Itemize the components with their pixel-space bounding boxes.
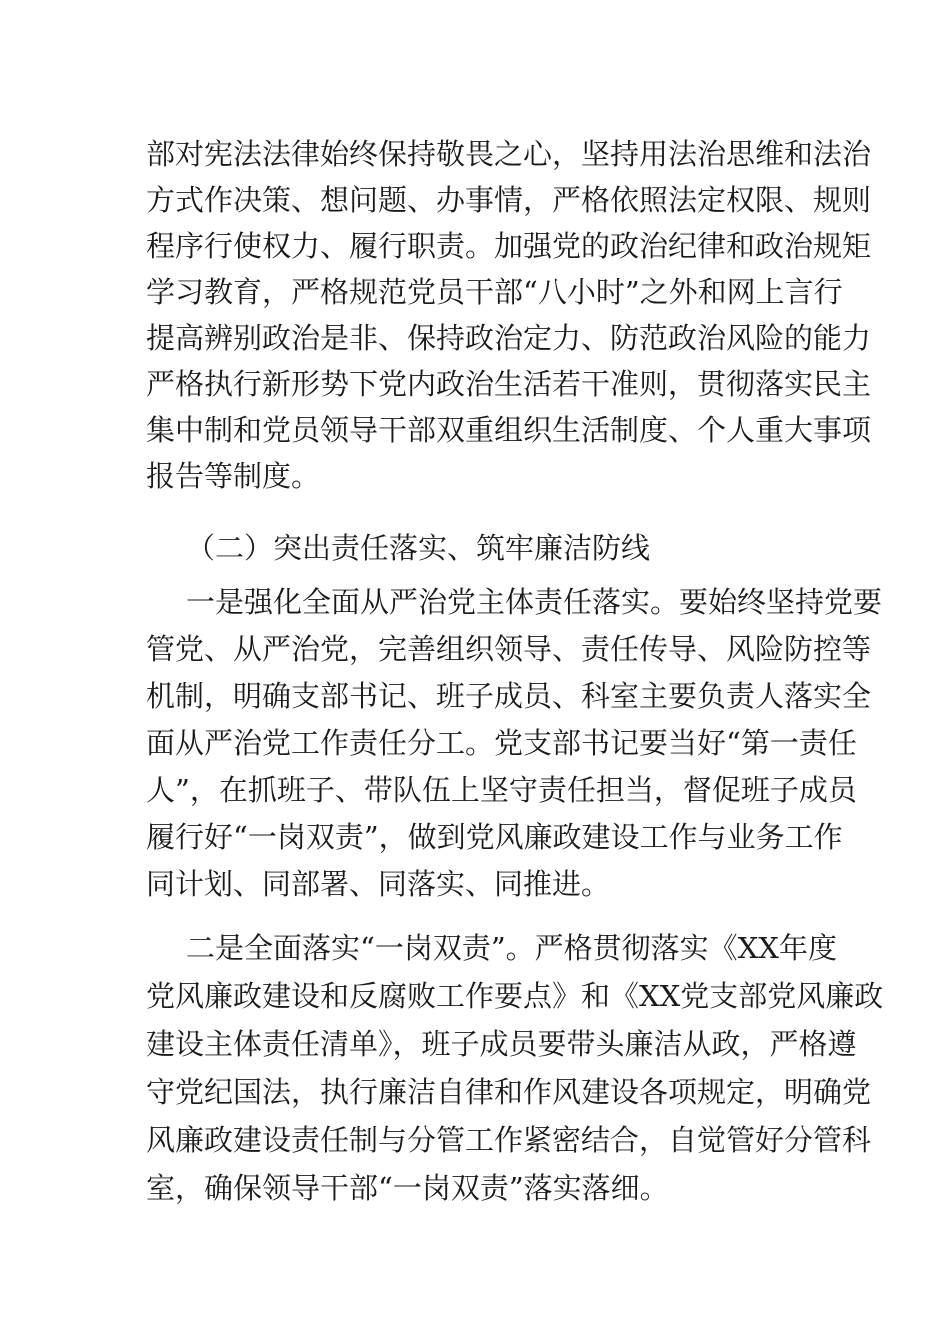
paragraph-1-line-7: 集中制和党员领导干部双重组织生活制度、个人重大事项: [146, 413, 872, 447]
paragraph-3-line-5: 风廉政建设责任制与分管工作紧密结合，自觉管好分管科: [146, 1123, 872, 1157]
paragraph-3-line-6: 室，确保领导干部“一岗双责”落实落细。: [146, 1171, 669, 1205]
paragraph-1-line-3: 程序行使权力、履行职责。加强党的政治纪律和政治规矩: [146, 229, 872, 263]
paragraph-1-line-6: 严格执行新形势下党内政治生活若干准则，贯彻落实民主: [146, 367, 872, 401]
paragraph-3-line-1: 二是全面落实“一岗双责”。严格贯彻落实《XX年度: [186, 931, 837, 965]
paragraph-2-line-4: 面从严治党工作责任分工。党支部书记要当好“第一责任: [146, 726, 857, 760]
paragraph-2-line-3: 机制，明确支部书记、班子成员、科室主要负责人落实全: [146, 679, 872, 713]
paragraph-2-line-5: 人”，在抓班子、带队伍上坚守责任担当，督促班子成员: [146, 773, 857, 807]
paragraph-1-line-5: 提高辨别政治是非、保持政治定力、防范政治风险的能力: [146, 321, 872, 355]
section-heading: （二）突出责任落实、筑牢廉洁防线: [186, 531, 651, 565]
paragraph-3-line-2: 党风廉政建设和反腐败工作要点》和《XX党支部党风廉政: [146, 979, 884, 1013]
paragraph-1-line-8: 报告等制度。: [146, 459, 321, 493]
paragraph-3-line-3: 建设主体责任清单》，班子成员要带头廉洁从政，严格遵: [146, 1027, 857, 1061]
paragraph-3-line-4: 守党纪国法，执行廉洁自律和作风建设各项规定，明确党: [146, 1075, 872, 1109]
paragraph-1-line-1: 部对宪法法律始终保持敬畏之心，坚持用法治思维和法治: [146, 137, 872, 171]
paragraph-2-line-6: 履行好“一岗双责”，做到党风廉政建设工作与业务工作: [146, 820, 843, 854]
paragraph-1-line-4: 学习教育，严格规范党员干部“八小时”之外和网上言行: [146, 275, 843, 309]
paragraph-2-line-1: 一是强化全面从严治党主体责任落实。要始终坚持党要: [186, 585, 883, 619]
paragraph-2-line-2: 管党、从严治党，完善组织领导、责任传导、风险防控等: [146, 632, 872, 666]
paragraph-1-line-2: 方式作决策、想问题、办事情，严格依照法定权限、规则: [146, 183, 872, 217]
paragraph-2-line-7: 同计划、同部署、同落实、同推进。: [146, 867, 611, 901]
